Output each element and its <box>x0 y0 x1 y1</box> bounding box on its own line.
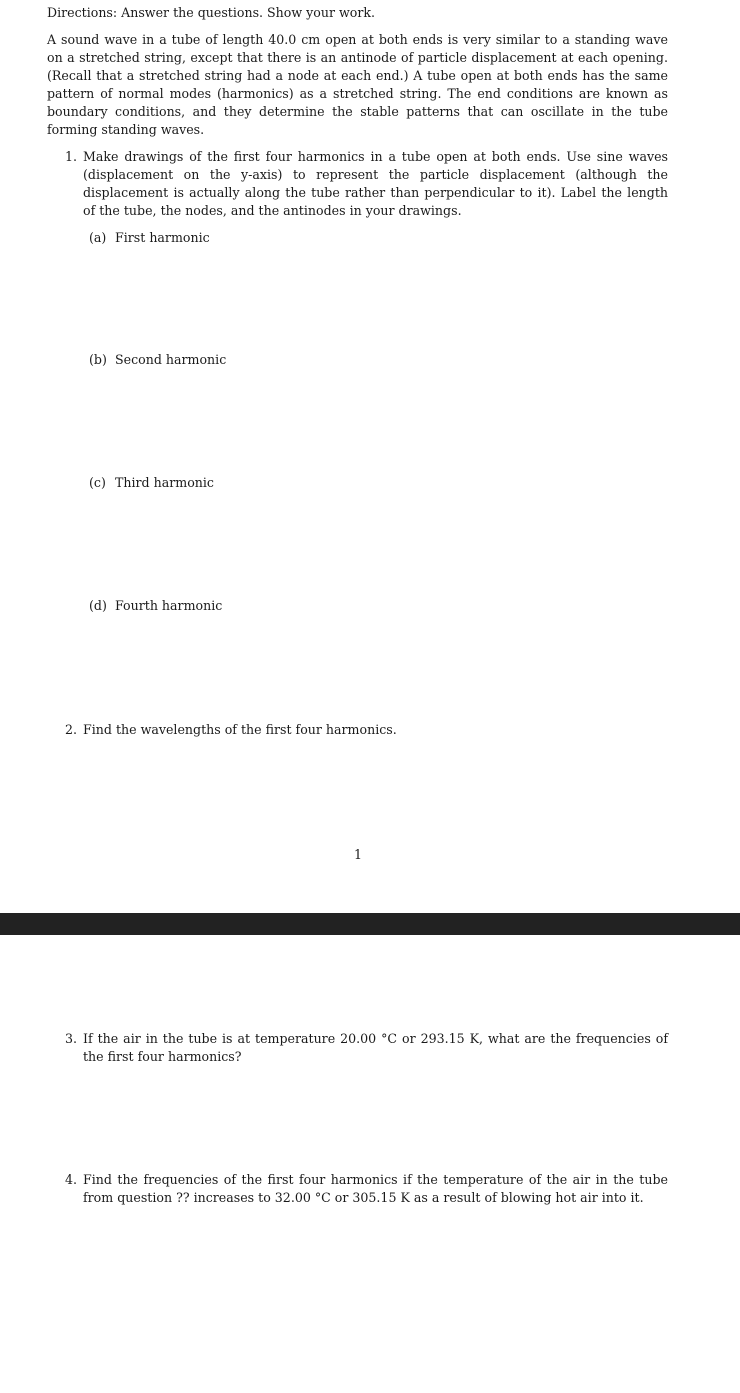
part-a <box>89 229 210 247</box>
page-number: 1 <box>354 847 363 862</box>
question-1-number: 1. <box>65 149 78 164</box>
question-1-text: Make drawings of the first four harmonics in a tube open at both ends. Use sine waves (displacement on the y-axis) to represent the particle displacement (although the displacement is actually along the tube rather than perpendicular to it). Label the length of the tube, the nodes, and the antinodes in your drawings. <box>83 149 668 218</box>
question-4-number: 4. <box>65 1172 78 1187</box>
part-b <box>89 351 226 369</box>
intro-paragraph: A sound wave in a tube of length 40.0 cm open at both ends is very similar to a standing wave on a stretched string, except that there is an antinode of particle displacement at each opening. (Recall that a stretched string had a node at each end.) A tube open at both ends has the same pattern of normal modes (harmonics) as a stretched string. The end conditions are known as boundary conditions, and they determine the stable patterns that can oscillate in the tube forming standing waves. <box>47 32 668 137</box>
part-c <box>89 474 214 492</box>
question-2-text: Find the wavelengths of the first four harmonics. <box>83 722 397 737</box>
part-c-text: Third harmonic <box>115 475 214 490</box>
question-2-number: 2. <box>65 722 78 737</box>
directions: Directions: Answer the questions. Show your work. <box>47 5 375 20</box>
question-3-number: 3. <box>65 1031 78 1046</box>
part-d-label: (d) <box>89 598 107 613</box>
part-b-text: Second harmonic <box>115 352 227 367</box>
part-a-label: (a) <box>89 230 107 245</box>
part-b-label: (b) <box>89 352 107 367</box>
part-c-label: (c) <box>89 475 106 490</box>
part-a-text: First harmonic <box>115 230 210 245</box>
part-d-text: Fourth harmonic <box>115 598 223 613</box>
page-separator <box>0 913 740 935</box>
question-3-text: If the air in the tube is at temperature 20.00 °C or 293.15 K, what are the frequencies of the first four harmonics? <box>83 1031 668 1064</box>
question-4-text: Find the frequencies of the first four harmonics if the temperature of the air in the tube from question ?? increases to 32.00 °C or 305.15 K as a result of blowing hot air into it. <box>83 1172 668 1205</box>
part-d <box>89 597 222 615</box>
